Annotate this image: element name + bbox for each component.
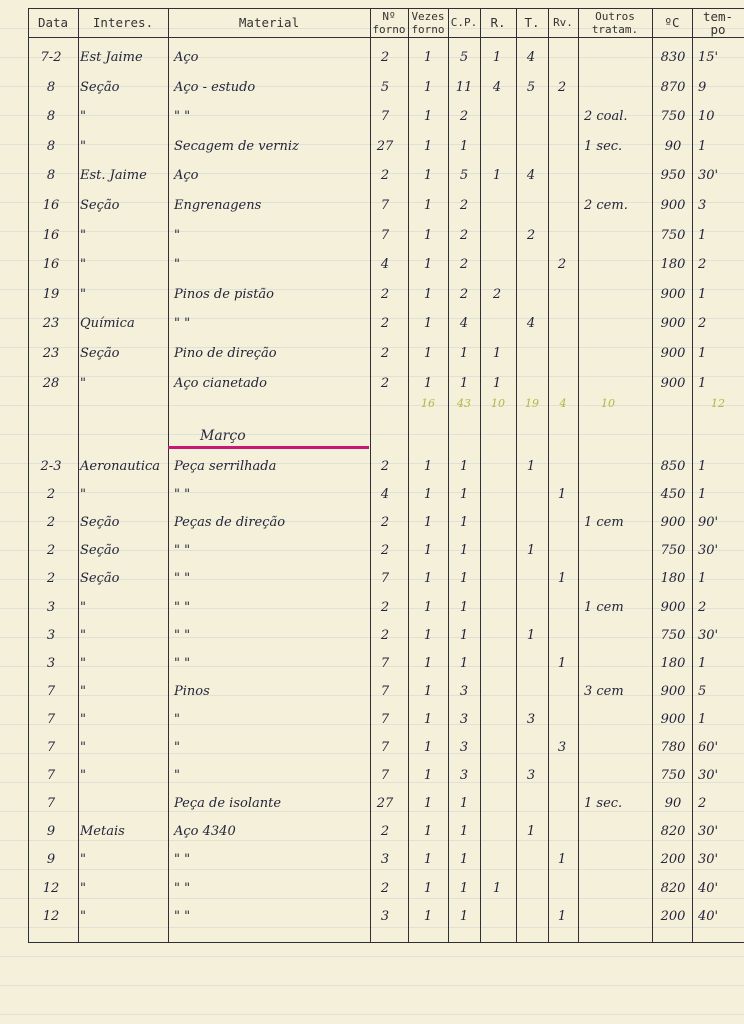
cell-data: 19	[42, 286, 60, 302]
cell-material: " "	[174, 487, 191, 503]
cell-rv: 1	[557, 852, 567, 868]
cell-nforno: 7	[380, 109, 390, 125]
cell-tempo: 5	[698, 683, 707, 699]
cell-cp: 3	[459, 683, 469, 699]
cell-nforno: 7	[380, 571, 390, 587]
cell-data: 8	[46, 109, 56, 125]
cell-tempo: 30'	[698, 627, 719, 643]
cell-cp: 3	[459, 768, 469, 784]
cell-vezes: 1	[423, 257, 433, 273]
header-data: Data	[37, 15, 69, 30]
cell-vezes: 1	[423, 768, 433, 784]
cell-oc: 180	[660, 257, 686, 273]
cell-interes: "	[80, 908, 86, 924]
cell-nforno: 27	[376, 138, 394, 154]
cell-oc: 830	[660, 50, 686, 65]
cell-oc: 900	[660, 286, 686, 302]
cell-material: Aço 4340	[174, 824, 236, 840]
cell-cp: 11	[455, 79, 473, 95]
cell-data: 3	[46, 599, 56, 615]
header-rv: Rv.	[553, 16, 573, 29]
cell-vezes: 1	[423, 515, 433, 531]
cell-interes: "	[80, 768, 86, 784]
cell-tempo: 10	[698, 109, 715, 125]
cell-oc: 900	[660, 711, 686, 727]
cell-material: Secagem de verniz	[174, 138, 299, 154]
column-rule	[516, 8, 517, 943]
total-r: 10	[491, 397, 505, 410]
cell-r: 4	[492, 79, 502, 95]
cell-data: 7	[46, 711, 56, 727]
cell-data: 2	[46, 515, 56, 531]
cell-nforno: 2	[380, 824, 390, 840]
cell-cp: 3	[459, 740, 469, 755]
cell-nforno: 7	[380, 711, 390, 727]
cell-material: "	[174, 740, 180, 755]
cell-nforno: 2	[380, 50, 390, 65]
column-rule	[548, 8, 549, 943]
cell-material: Aço cianetado	[174, 375, 268, 391]
cell-nforno: 2	[380, 627, 390, 643]
cell-vezes: 1	[423, 346, 433, 361]
cell-cp: 1	[459, 627, 469, 643]
cell-oc: 450	[660, 487, 686, 503]
cell-material: " "	[174, 655, 191, 671]
cell-tempo: 30'	[698, 768, 719, 784]
header-cp: C.P.	[450, 16, 478, 29]
cell-oc: 90	[664, 796, 682, 812]
total-outros: 10	[601, 397, 615, 410]
cell-interes: Metais	[80, 824, 125, 840]
cell-tempo: 30'	[698, 852, 719, 868]
cell-data: 3	[46, 655, 56, 671]
cell-data: 2	[46, 571, 56, 587]
cell-oc: 900	[660, 316, 686, 332]
cell-vezes: 1	[423, 655, 433, 671]
cell-cp: 2	[459, 227, 469, 243]
cell-oc: 900	[660, 346, 686, 361]
cell-nforno: 2	[380, 543, 390, 559]
cell-t: 5	[526, 79, 536, 95]
cell-vezes: 1	[423, 138, 433, 154]
cell-nforno: 2	[380, 515, 390, 531]
cell-cp: 1	[459, 655, 469, 671]
cell-vezes: 1	[423, 286, 433, 302]
column-rule	[480, 8, 481, 943]
cell-tempo: 40'	[698, 880, 719, 896]
cell-material: Aço	[174, 168, 199, 184]
header-r: R.	[490, 15, 506, 30]
cell-nforno: 2	[380, 599, 390, 615]
cell-nforno: 7	[380, 198, 390, 213]
cell-material: " "	[174, 627, 191, 643]
cell-data: 7	[46, 740, 56, 755]
cell-outros: 1 sec.	[584, 138, 623, 154]
cell-t: 4	[526, 50, 536, 65]
cell-interes: "	[80, 880, 86, 896]
cell-material: "	[174, 711, 180, 727]
column-rule	[652, 8, 653, 943]
cell-vezes: 1	[423, 796, 433, 812]
cell-cp: 1	[459, 375, 469, 391]
cell-cp: 1	[459, 908, 469, 924]
cell-t: 4	[526, 168, 536, 184]
cell-material: " "	[174, 908, 191, 924]
cell-interes: Aeronautica	[80, 459, 161, 474]
cell-cp: 2	[459, 257, 469, 273]
cell-tempo: 1	[698, 138, 707, 154]
cell-tempo: 30'	[698, 824, 719, 840]
cell-nforno: 7	[380, 655, 390, 671]
cell-oc: 200	[660, 852, 686, 868]
column-rule	[692, 8, 693, 943]
cell-oc: 750	[660, 227, 686, 243]
cell-vezes: 1	[423, 543, 433, 559]
cell-nforno: 4	[380, 257, 390, 273]
column-rule	[578, 8, 579, 943]
cell-cp: 5	[459, 168, 469, 184]
cell-material: " "	[174, 571, 191, 587]
cell-vezes: 1	[423, 375, 433, 391]
column-rule	[168, 8, 169, 943]
cell-data: 12	[42, 908, 60, 924]
cell-interes: Seção	[80, 515, 120, 531]
cell-cp: 3	[459, 711, 469, 727]
header-bottom-border	[28, 37, 744, 38]
header-material: Material	[238, 15, 300, 30]
cell-cp: 5	[459, 50, 469, 65]
cell-interes: Seção	[80, 571, 120, 587]
cell-interes: "	[80, 109, 86, 125]
cell-nforno: 2	[380, 286, 390, 302]
cell-vezes: 1	[423, 571, 433, 587]
cell-cp: 1	[459, 880, 469, 896]
cell-tempo: 1	[698, 227, 707, 243]
cell-interes: "	[80, 655, 86, 671]
cell-interes: "	[80, 487, 86, 503]
cell-r: 1	[492, 168, 502, 184]
cell-cp: 1	[459, 346, 469, 361]
cell-data: 2	[46, 487, 56, 503]
cell-t: 4	[526, 316, 536, 332]
cell-cp: 2	[459, 109, 469, 125]
cell-data: 8	[46, 168, 56, 184]
cell-material: "	[174, 257, 180, 273]
cell-interes: Seção	[80, 198, 120, 213]
cell-vezes: 1	[423, 683, 433, 699]
cell-t: 1	[526, 543, 536, 559]
cell-tempo: 40'	[698, 908, 719, 924]
cell-outros: 1 cem	[584, 599, 624, 615]
cell-data: 2-3	[40, 459, 62, 474]
cell-material: Peças de direção	[174, 515, 286, 531]
cell-material: "	[174, 768, 180, 784]
cell-rv: 1	[557, 655, 567, 671]
cell-oc: 900	[660, 515, 686, 531]
header-outros: Outros tratam.	[591, 10, 639, 36]
total-tempo: 12	[711, 397, 725, 410]
cell-oc: 950	[660, 168, 686, 184]
cell-outros: 2 coal.	[584, 109, 628, 125]
cell-tempo: 2	[698, 316, 707, 332]
cell-nforno: 2	[380, 459, 390, 474]
month-underline	[168, 446, 369, 449]
cell-interes: "	[80, 227, 86, 243]
cell-cp: 1	[459, 599, 469, 615]
cell-tempo: 1	[698, 346, 707, 361]
cell-nforno: 7	[380, 768, 390, 784]
cell-oc: 780	[660, 740, 686, 755]
table-bottom-border	[28, 942, 744, 943]
cell-oc: 820	[660, 824, 686, 840]
cell-interes: Seção	[80, 79, 120, 95]
header-interes: Interes.	[92, 15, 154, 30]
cell-tempo: 60'	[698, 740, 719, 755]
cell-vezes: 1	[423, 880, 433, 896]
cell-nforno: 3	[380, 908, 390, 924]
cell-tempo: 1	[698, 571, 707, 587]
cell-cp: 1	[459, 459, 469, 474]
cell-tempo: 1	[698, 711, 707, 727]
cell-t: 3	[526, 711, 536, 727]
cell-cp: 1	[459, 543, 469, 559]
cell-interes: "	[80, 740, 86, 755]
cell-tempo: 2	[698, 599, 707, 615]
cell-tempo: 3	[698, 198, 707, 213]
cell-material: Aço	[174, 50, 199, 65]
cell-tempo: 1	[698, 487, 707, 503]
total-cp: 43	[457, 397, 471, 410]
cell-vezes: 1	[423, 852, 433, 868]
cell-t: 1	[526, 824, 536, 840]
month-label: Março	[200, 428, 246, 444]
cell-data: 12	[42, 880, 60, 896]
cell-tempo: 30'	[698, 543, 719, 559]
cell-material: " "	[174, 880, 191, 896]
cell-cp: 1	[459, 796, 469, 812]
cell-vezes: 1	[423, 824, 433, 840]
cell-cp: 1	[459, 852, 469, 868]
cell-vezes: 1	[423, 316, 433, 332]
cell-interes: "	[80, 599, 86, 615]
cell-material: Pino de direção	[174, 346, 277, 361]
cell-tempo: 30'	[698, 168, 719, 184]
cell-interes: Seção	[80, 346, 120, 361]
cell-nforno: 2	[380, 375, 390, 391]
cell-vezes: 1	[423, 711, 433, 727]
cell-vezes: 1	[423, 459, 433, 474]
cell-interes: "	[80, 683, 86, 699]
cell-t: 1	[526, 627, 536, 643]
total-rv: 4	[559, 397, 567, 410]
cell-material: " "	[174, 109, 191, 125]
cell-oc: 900	[660, 198, 686, 213]
cell-material: Pinos	[174, 683, 210, 699]
total-t: 19	[525, 397, 539, 410]
cell-tempo: 1	[698, 375, 707, 391]
cell-data: 9	[46, 824, 56, 840]
cell-rv: 2	[557, 257, 567, 273]
cell-vezes: 1	[423, 627, 433, 643]
cell-cp: 1	[459, 571, 469, 587]
cell-cp: 2	[459, 286, 469, 302]
cell-r: 1	[492, 346, 502, 361]
cell-tempo: 9	[698, 79, 707, 95]
cell-nforno: 3	[380, 852, 390, 868]
cell-interes: "	[80, 375, 86, 391]
cell-material: Aço - estudo	[174, 79, 256, 95]
cell-interes: "	[80, 257, 86, 273]
cell-interes: "	[80, 711, 86, 727]
cell-oc: 900	[660, 683, 686, 699]
cell-outros: 3 cem	[584, 683, 624, 699]
cell-oc: 750	[660, 627, 686, 643]
cell-oc: 870	[660, 79, 686, 95]
cell-nforno: 4	[380, 487, 390, 503]
cell-t: 3	[526, 768, 536, 784]
cell-vezes: 1	[423, 487, 433, 503]
cell-data: 3	[46, 627, 56, 643]
header-n-forno: Nº forno	[372, 10, 406, 36]
cell-material: Pinos de pistão	[174, 286, 275, 302]
cell-material: Peça serrilhada	[174, 459, 277, 474]
header-tempo: tem- po	[702, 9, 734, 37]
cell-material: " "	[174, 543, 191, 559]
header-t: T.	[524, 15, 540, 30]
cell-r: 1	[492, 880, 502, 896]
cell-material: " "	[174, 599, 191, 615]
column-rule	[78, 8, 79, 943]
cell-rv: 2	[557, 79, 567, 95]
cell-interes: Química	[80, 316, 135, 332]
cell-tempo: 15'	[698, 50, 719, 65]
cell-outros: 2 cem.	[584, 198, 628, 213]
cell-nforno: 2	[380, 346, 390, 361]
cell-interes: Seção	[80, 543, 120, 559]
cell-vezes: 1	[423, 50, 433, 65]
cell-interes: "	[80, 286, 86, 302]
cell-material: " "	[174, 316, 191, 332]
cell-tempo: 2	[698, 796, 707, 812]
cell-data: 7	[46, 683, 56, 699]
cell-oc: 750	[660, 543, 686, 559]
cell-interes: "	[80, 138, 86, 154]
cell-material: Peça de isolante	[174, 796, 282, 812]
cell-material: " "	[174, 852, 191, 868]
cell-data: 16	[42, 227, 60, 243]
cell-vezes: 1	[423, 908, 433, 924]
cell-cp: 1	[459, 487, 469, 503]
cell-material: Engrenagens	[174, 198, 262, 213]
cell-vezes: 1	[423, 168, 433, 184]
table-top-border	[28, 8, 744, 9]
cell-data: 7	[46, 796, 56, 812]
cell-data: 23	[42, 316, 60, 332]
cell-tempo: 1	[698, 459, 707, 474]
cell-cp: 1	[459, 824, 469, 840]
cell-data: 8	[46, 79, 56, 95]
cell-tempo: 2	[698, 257, 707, 273]
cell-cp: 4	[459, 316, 469, 332]
cell-r: 1	[492, 50, 502, 65]
cell-data: 16	[42, 198, 60, 213]
cell-oc: 750	[660, 768, 686, 784]
cell-vezes: 1	[423, 227, 433, 243]
cell-oc: 180	[660, 571, 686, 587]
cell-data: 16	[42, 257, 60, 273]
cell-vezes: 1	[423, 109, 433, 125]
cell-data: 7-2	[40, 50, 62, 65]
cell-oc: 180	[660, 655, 686, 671]
cell-interes: "	[80, 627, 86, 643]
cell-nforno: 5	[380, 79, 390, 95]
cell-nforno: 2	[380, 168, 390, 184]
cell-tempo: 1	[698, 655, 707, 671]
cell-t: 1	[526, 459, 536, 474]
cell-t: 2	[526, 227, 536, 243]
cell-outros: 1 cem	[584, 515, 624, 531]
cell-cp: 1	[459, 515, 469, 531]
cell-vezes: 1	[423, 740, 433, 755]
cell-data: 2	[46, 543, 56, 559]
header-vezes-forno: Vezes forno	[411, 10, 445, 36]
header-oc: ºC	[664, 15, 680, 30]
cell-oc: 200	[660, 908, 686, 924]
cell-interes: Est. Jaime	[80, 168, 147, 184]
cell-vezes: 1	[423, 599, 433, 615]
cell-nforno: 2	[380, 880, 390, 896]
cell-data: 8	[46, 138, 56, 154]
cell-material: "	[174, 227, 180, 243]
cell-interes: Est Jaime	[80, 50, 143, 65]
cell-rv: 1	[557, 571, 567, 587]
cell-cp: 2	[459, 198, 469, 213]
cell-cp: 1	[459, 138, 469, 154]
cell-nforno: 7	[380, 683, 390, 699]
cell-oc: 900	[660, 375, 686, 391]
cell-data: 7	[46, 768, 56, 784]
cell-r: 1	[492, 375, 502, 391]
cell-data: 28	[42, 375, 60, 391]
column-rule	[408, 8, 409, 943]
cell-nforno: 7	[380, 740, 390, 755]
cell-oc: 850	[660, 459, 686, 474]
cell-oc: 820	[660, 880, 686, 896]
cell-tempo: 1	[698, 286, 707, 302]
cell-oc: 90	[664, 138, 682, 154]
cell-rv: 1	[557, 908, 567, 924]
cell-nforno: 27	[376, 796, 394, 812]
cell-interes: "	[80, 852, 86, 868]
cell-rv: 1	[557, 487, 567, 503]
cell-nforno: 2	[380, 316, 390, 332]
cell-rv: 3	[557, 740, 567, 755]
cell-r: 2	[492, 286, 502, 302]
cell-data: 23	[42, 346, 60, 361]
cell-oc: 900	[660, 599, 686, 615]
cell-vezes: 1	[423, 79, 433, 95]
cell-nforno: 7	[380, 227, 390, 243]
cell-oc: 750	[660, 109, 686, 125]
cell-outros: 1 sec.	[584, 796, 623, 812]
cell-data: 9	[46, 852, 56, 868]
total-vezes: 16	[421, 397, 435, 410]
cell-vezes: 1	[423, 198, 433, 213]
cell-tempo: 90'	[698, 515, 719, 531]
